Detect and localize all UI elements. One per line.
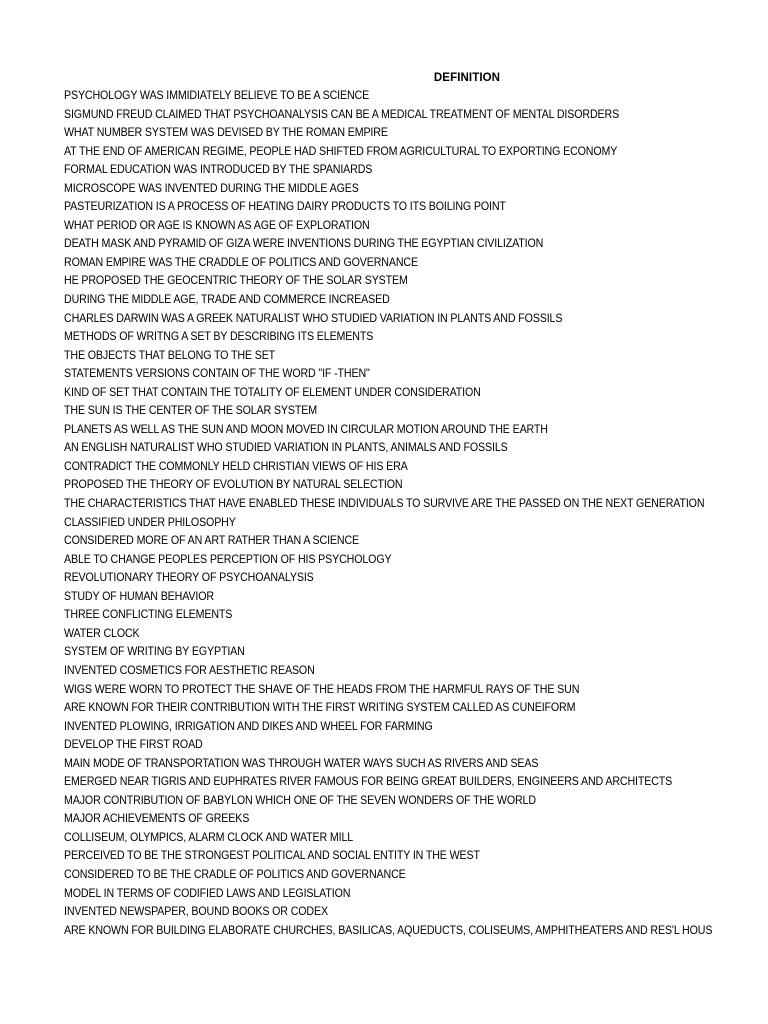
definition-line: ABLE TO CHANGE PEOPLES PERCEPTION OF HIS PSYCHOLOGY — [64, 552, 392, 566]
definition-line: REVOLUTIONARY THEORY OF PSYCHOANALYSIS — [64, 571, 314, 585]
definition-line: MAJOR ACHIEVEMENTS OF GREEKS — [64, 812, 250, 826]
definition-line: SIGMUND FREUD CLAIMED THAT PSYCHOANALYSIS CAN BE A MEDICAL TREATMENT OF MENTAL DISORDERS — [64, 107, 620, 121]
definition-line: WIGS WERE WORN TO PROTECT THE SHAVE OF THE HEADS FROM THE HARMFUL RAYS OF THE SUN — [64, 682, 580, 696]
definition-line: MICROSCOPE WAS INVENTED DURING THE MIDDLE AGES — [64, 181, 359, 195]
definition-line: COLLISEUM, OLYMPICS, ALARM CLOCK AND WATER MILL — [64, 830, 354, 844]
definition-line: THE SUN IS THE CENTER OF THE SOLAR SYSTEM — [64, 404, 317, 418]
definition-line: STATEMENTS VERSIONS CONTAIN OF THE WORD "IF -THEN" — [64, 367, 370, 381]
definition-line: INVENTED COSMETICS FOR AESTHETIC REASON — [64, 663, 315, 677]
definition-line: FORMAL EDUCATION WAS INTRODUCED BY THE SPANIARDS — [64, 163, 373, 177]
definition-line: SYSTEM OF WRITING BY EGYPTIAN — [64, 645, 245, 659]
definition-line: HE PROPOSED THE GEOCENTRIC THEORY OF THE SOLAR SYSTEM — [64, 274, 408, 288]
definition-line: CHARLES DARWIN WAS A GREEK NATURALIST WHO STUDIED VARIATION IN PLANTS AND FOSSILS — [64, 311, 563, 325]
definition-line: WHAT NUMBER SYSTEM WAS DEVISED BY THE ROMAN EMPIRE — [64, 126, 388, 140]
definition-line: ARE KNOWN FOR THEIR CONTRIBUTION WITH THE FIRST WRITING SYSTEM CALLED AS CUNEIFORM — [64, 701, 576, 715]
definition-line: METHODS OF WRITNG A SET BY DESCRIBING ITS ELEMENTS — [64, 330, 374, 344]
definition-line: WATER CLOCK — [64, 626, 140, 640]
definition-line: DURING THE MIDDLE AGE, TRADE AND COMMERCE INCREASED — [64, 293, 390, 307]
definition-line: EMERGED NEAR TIGRIS AND EUPHRATES RIVER FAMOUS FOR BEING GREAT BUILDERS, ENGINEERS AND ARCHITECTS — [64, 775, 673, 789]
definition-list — [64, 87, 768, 940]
definition-line: CONSIDERED MORE OF AN ART RATHER THAN A SCIENCE — [64, 534, 360, 548]
definition-line: THE CHARACTERISTICS THAT HAVE ENABLED THESE INDIVIDUALS TO SURVIVE ARE THE PASSED ON THE NEXT GENERATION — [64, 497, 705, 511]
definition-line: CONTRADICT THE COMMONLY HELD CHRISTIAN VIEWS OF HIS ERA — [64, 459, 408, 473]
definition-line: DEVELOP THE FIRST ROAD — [64, 738, 203, 752]
definition-line: INVENTED NEWSPAPER, BOUND BOOKS OR CODEX — [64, 905, 328, 919]
definition-line: INVENTED PLOWING, IRRIGATION AND DIKES AND WHEEL FOR FARMING — [64, 719, 433, 733]
definition-line: CLASSIFIED UNDER PHILOSOPHY — [64, 515, 236, 529]
definition-line: STUDY OF HUMAN BEHAVIOR — [64, 589, 214, 603]
page-title: DEFINITION — [433, 72, 501, 84]
definition-line: WHAT PERIOD OR AGE IS KNOWN AS AGE OF EXPLORATION — [64, 218, 370, 232]
definition-line: PLANETS AS WELL AS THE SUN AND MOON MOVED IN CIRCULAR MOTION AROUND THE EARTH — [64, 422, 548, 436]
definition-line: CONSIDERED TO BE THE CRADLE OF POLITICS AND GOVERNANCE — [64, 867, 406, 881]
definition-line: PASTEURIZATION IS A PROCESS OF HEATING DAIRY PRODUCTS TO ITS BOILING POINT — [64, 200, 506, 214]
definition-line: PERCEIVED TO BE THE STRONGEST POLITICAL AND SOCIAL ENTITY IN THE WEST — [64, 849, 480, 863]
definition-line: MAIN MODE OF TRANSPORTATION WAS THROUGH WATER WAYS SUCH AS RIVERS AND SEAS — [64, 756, 539, 770]
definition-line: KIND OF SET THAT CONTAIN THE TOTALITY OF ELEMENT UNDER CONSIDERATION — [64, 385, 481, 399]
definition-line: PROPOSED THE THEORY OF EVOLUTION BY NATURAL SELECTION — [64, 478, 403, 492]
definition-line: DEATH MASK AND PYRAMID OF GIZA WERE INVENTIONS DURING THE EGYPTIAN CIVILIZATION — [64, 237, 544, 251]
definition-line: THREE CONFLICTING ELEMENTS — [64, 608, 233, 622]
definition-line: ROMAN EMPIRE WAS THE CRADDLE OF POLITICS AND GOVERNANCE — [64, 255, 418, 269]
definition-line: ARE KNOWN FOR BUILDING ELABORATE CHURCHES, BASILICAS, AQUEDUCTS, COLISEUMS, AMPHITHEATERS AND RES'L HOUS — [64, 923, 713, 937]
definition-line: THE OBJECTS THAT BELONG TO THE SET — [64, 348, 276, 362]
definition-line: AT THE END OF AMERICAN REGIME, PEOPLE HAD SHIFTED FROM AGRICULTURAL TO EXPORTING ECONOMY — [64, 144, 618, 158]
definition-line: AN ENGLISH NATURALIST WHO STUDIED VARIATION IN PLANTS, ANIMALS AND FOSSILS — [64, 441, 508, 455]
definition-line: PSYCHOLOGY WAS IMMIDIATELY BELIEVE TO BE A SCIENCE — [64, 89, 370, 102]
definition-line: MAJOR CONTRIBUTION OF BABYLON WHICH ONE OF THE SEVEN WONDERS OF THE WORLD — [64, 793, 536, 807]
definition-line: MODEL IN TERMS OF CODIFIED LAWS AND LEGISLATION — [64, 886, 351, 900]
